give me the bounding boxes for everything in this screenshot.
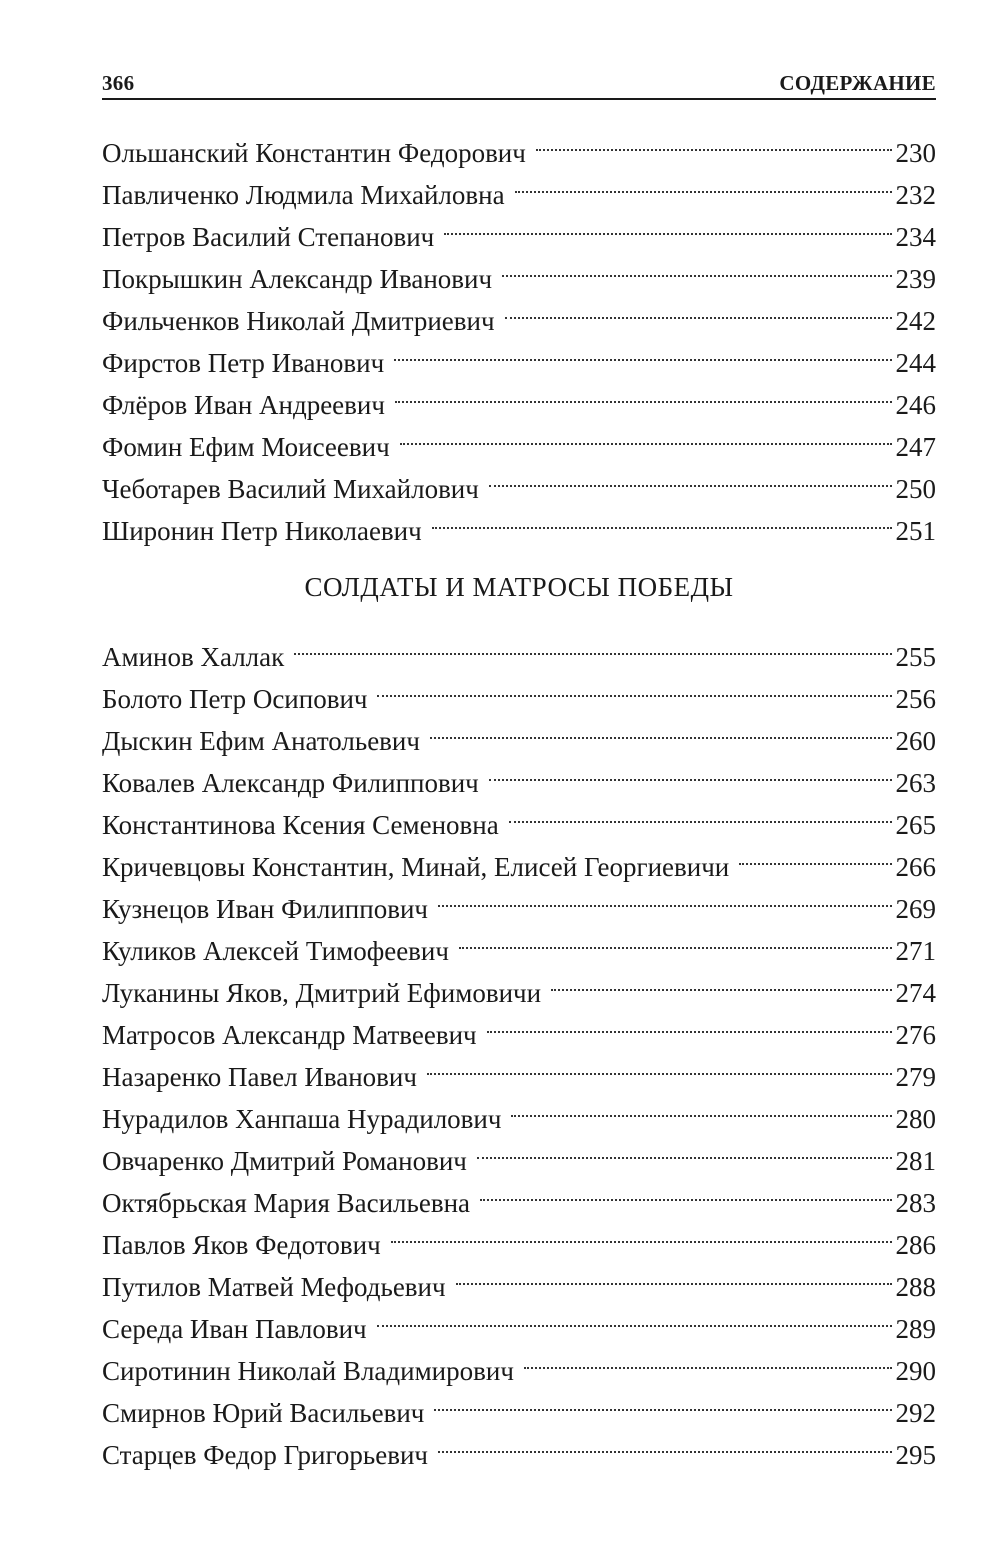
toc-entry-name: Путилов Матвей Мефодьевич bbox=[102, 1272, 446, 1302]
toc-entry-page: 246 bbox=[895, 390, 936, 420]
toc-entry-name: Октябрьская Мария Васильевна bbox=[102, 1188, 471, 1218]
dot-leader bbox=[430, 708, 892, 750]
toc-entry-page: 247 bbox=[895, 432, 936, 462]
toc-entry-page: 242 bbox=[895, 306, 936, 336]
running-title: СОДЕРЖАНИЕ bbox=[779, 71, 936, 95]
toc-entry-name: Ольшанский Константин Федорович bbox=[102, 138, 526, 168]
toc-entry-name: Широнин Петр Николаевич bbox=[102, 516, 422, 546]
dot-leader bbox=[400, 414, 892, 456]
toc-entry-page: 295 bbox=[895, 1440, 936, 1470]
toc-entry-page: 274 bbox=[895, 978, 936, 1008]
running-header bbox=[102, 62, 936, 96]
toc-entry-name: Сиротинин Николай Владимирович bbox=[102, 1356, 514, 1386]
dot-leader bbox=[505, 288, 892, 330]
dot-leader bbox=[489, 456, 892, 498]
dot-leader bbox=[432, 498, 892, 540]
toc-entry-name: Флёров Иван Андреевич bbox=[102, 390, 385, 420]
dot-leader bbox=[391, 1212, 892, 1254]
toc-entry-page: 251 bbox=[895, 516, 936, 546]
toc-entry-page: 244 bbox=[895, 348, 936, 378]
toc-entry-name: Назаренко Павел Иванович bbox=[102, 1062, 417, 1092]
page-number: 366 bbox=[102, 71, 135, 95]
toc-entry-name: Матросов Александр Матвеевич bbox=[102, 1020, 477, 1050]
toc-entry-page: 269 bbox=[895, 894, 936, 924]
dot-leader bbox=[487, 1002, 892, 1044]
dot-leader bbox=[444, 204, 891, 246]
toc-entry-page: 281 bbox=[895, 1146, 936, 1176]
toc-entry-page: 255 bbox=[895, 642, 936, 672]
dot-leader bbox=[551, 960, 891, 1002]
toc-entry-name: Фомин Ефим Моисеевич bbox=[102, 432, 390, 462]
dot-leader bbox=[438, 1422, 892, 1464]
dot-leader bbox=[459, 918, 892, 960]
dot-leader bbox=[377, 666, 891, 708]
dot-leader bbox=[394, 330, 891, 372]
toc-entry-page: 265 bbox=[895, 810, 936, 840]
toc-entry-page: 271 bbox=[895, 936, 936, 966]
toc-entry-name: Аминов Халлак bbox=[102, 642, 285, 672]
toc-entry-page: 239 bbox=[895, 264, 936, 294]
toc-entry-name: Дыскин Ефим Анатольевич bbox=[102, 726, 420, 756]
dot-leader bbox=[489, 750, 892, 792]
toc-entry-page: 279 bbox=[895, 1062, 936, 1092]
toc-entry-name: Куликов Алексей Тимофеевич bbox=[102, 936, 449, 966]
toc-entry-name: Старцев Федор Григорьевич bbox=[102, 1440, 428, 1470]
toc-entry-name: Фирстов Петр Иванович bbox=[102, 348, 385, 378]
toc-list-second bbox=[102, 624, 936, 1470]
dot-leader bbox=[480, 1170, 891, 1212]
toc-entry-page: 280 bbox=[895, 1104, 936, 1134]
dot-leader bbox=[524, 1338, 892, 1380]
dot-leader bbox=[395, 372, 892, 414]
toc-entry-name: Овчаренко Дмитрий Романович bbox=[102, 1146, 467, 1176]
toc-entry-page: 266 bbox=[895, 852, 936, 882]
toc-entry-page: 230 bbox=[895, 138, 936, 168]
toc-entry-name: Кузнецов Иван Филиппович bbox=[102, 894, 428, 924]
book-page bbox=[102, 62, 936, 1470]
toc-entry-name: Нурадилов Ханпаша Нурадилович bbox=[102, 1104, 502, 1134]
toc-entry-page: 276 bbox=[895, 1020, 936, 1050]
toc-entry-name: Чеботарев Василий Михайлович bbox=[102, 474, 479, 504]
toc-entry-name: Константинова Ксения Семеновна bbox=[102, 810, 499, 840]
dot-leader bbox=[438, 876, 892, 918]
toc-entry bbox=[102, 624, 936, 672]
toc-entry-page: 292 bbox=[895, 1398, 936, 1428]
toc-entry-name: Середа Иван Павлович bbox=[102, 1314, 367, 1344]
toc-entry-page: 290 bbox=[895, 1356, 936, 1386]
toc-entry-page: 289 bbox=[895, 1314, 936, 1344]
dot-leader bbox=[502, 246, 891, 288]
dot-leader bbox=[509, 792, 892, 834]
toc-entry-page: 283 bbox=[895, 1188, 936, 1218]
toc-entry-name: Павличенко Людмила Михайловна bbox=[102, 180, 505, 210]
toc-entry-page: 250 bbox=[895, 474, 936, 504]
toc-entry-page: 232 bbox=[895, 180, 936, 210]
dot-leader bbox=[434, 1380, 891, 1422]
header-rule bbox=[102, 98, 936, 100]
dot-leader bbox=[427, 1044, 892, 1086]
toc-entry-name: Павлов Яков Федотович bbox=[102, 1230, 381, 1260]
dot-leader bbox=[511, 1086, 891, 1128]
toc-entry-name: Луканины Яков, Дмитрий Ефимовичи bbox=[102, 978, 542, 1008]
toc-entry-page: 256 bbox=[895, 684, 936, 714]
toc-entry bbox=[102, 120, 936, 168]
dot-leader bbox=[739, 834, 891, 876]
toc-entry-name: Болото Петр Осипович bbox=[102, 684, 368, 714]
dot-leader bbox=[377, 1296, 892, 1338]
dot-leader bbox=[515, 162, 892, 204]
dot-leader bbox=[456, 1254, 892, 1296]
toc-entry-page: 263 bbox=[895, 768, 936, 798]
section-title: СОЛДАТЫ И МАТРОСЫ ПОБЕДЫ bbox=[304, 572, 734, 602]
dot-leader bbox=[477, 1128, 892, 1170]
toc-entry-page: 288 bbox=[895, 1272, 936, 1302]
toc-entry-name: Кричевцовы Константин, Минай, Елисей Георгиевичи bbox=[102, 852, 730, 882]
toc-entry-name: Покрышкин Александр Иванович bbox=[102, 264, 493, 294]
dot-leader bbox=[536, 120, 892, 162]
dot-leader bbox=[294, 624, 891, 666]
toc-entry-page: 234 bbox=[895, 222, 936, 252]
toc-entry-page: 260 bbox=[895, 726, 936, 756]
toc-entry-name: Ковалев Александр Филиппович bbox=[102, 768, 479, 798]
toc-list-first bbox=[102, 120, 936, 546]
toc-entry-name: Смирнов Юрий Васильевич bbox=[102, 1398, 425, 1428]
toc-entry-page: 286 bbox=[895, 1230, 936, 1260]
toc-entry-name: Фильченков Николай Дмитриевич bbox=[102, 306, 495, 336]
toc-entry-name: Петров Василий Степанович bbox=[102, 222, 435, 252]
